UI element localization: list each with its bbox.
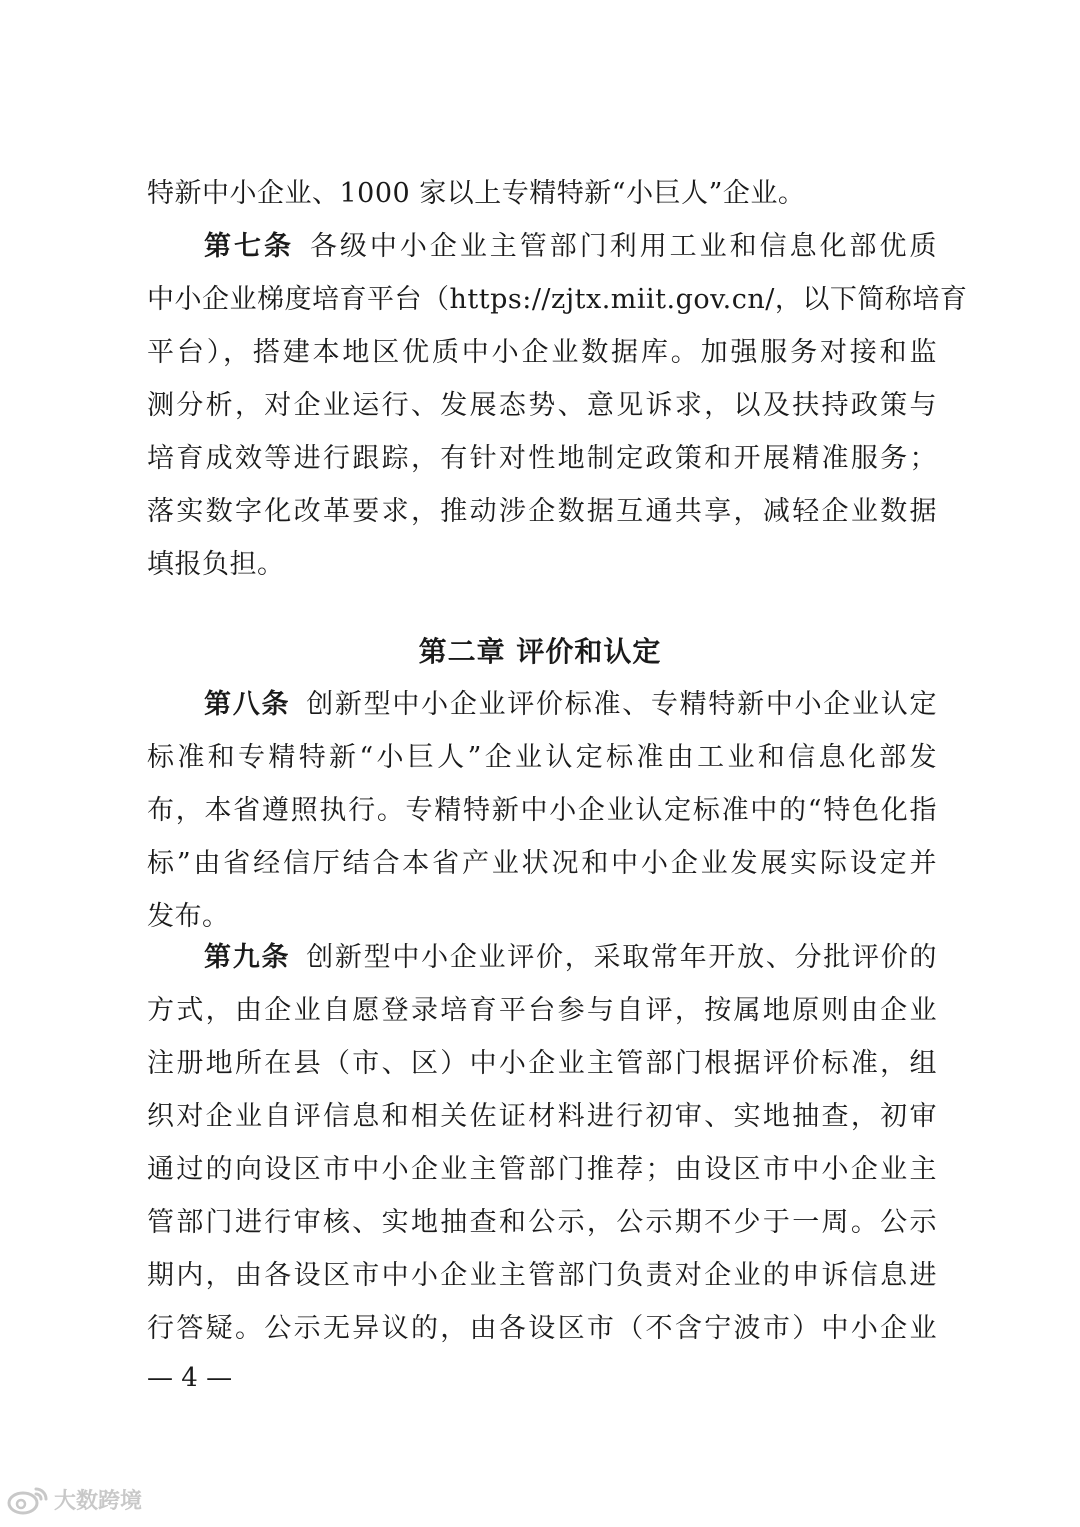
paragraph-line: 期内，由各设区市中小企业主管部门负责对企业的申诉信息进: [147, 1260, 937, 1291]
paragraph-line: 管部门进行审核、实地抽查和公示，公示期不少于一周。公示: [147, 1207, 937, 1238]
watermark-text: 大数跨境: [54, 1489, 143, 1514]
paragraph-line: 织对企业自评信息和相关佐证材料进行初审、实地抽查，初审: [147, 1101, 937, 1132]
article-label: 第九条: [204, 942, 291, 973]
article-9-heading-line: 第九条 创新型中小企业评价，采取常年开放、分批评价的: [204, 942, 937, 973]
paragraph-line: 行答疑。公示无异议的，由各设区市（不含宁波市）中小企业: [147, 1313, 937, 1344]
paragraph-line: 测分析，对企业运行、发展态势、意见诉求，以及扶持政策与: [147, 390, 937, 421]
paragraph-line: 填报负担。: [147, 549, 285, 580]
paragraph-line: 培育成效等进行跟踪，有针对性地制定政策和开展精准服务；: [147, 443, 937, 474]
paragraph-line: 中小企业梯度培育平台（https://zjtx.miit.gov.cn/，以下简称培育: [147, 284, 968, 315]
article-label: 第八条: [204, 689, 291, 720]
paragraph-line: 特新中小企业、1000 家以上专精特新“小巨人”企业。: [147, 178, 806, 209]
chapter-title: 第二章 评价和认定: [418, 635, 662, 668]
article-label: 第七条: [204, 231, 294, 262]
paragraph-line: 落实数字化改革要求，推动涉企数据互通共享，减轻企业数据: [147, 496, 937, 527]
article-8-heading-line: 第八条 创新型中小企业评价标准、专精特新中小企业认定: [204, 689, 937, 720]
paragraph-line: 布，本省遵照执行。专精特新中小企业认定标准中的“特色化指: [147, 795, 937, 826]
paragraph-line: 通过的向设区市中小企业主管部门推荐；由设区市中小企业主: [147, 1154, 937, 1185]
paragraph-line: 方式，由企业自愿登录培育平台参与自评，按属地原则由企业: [147, 995, 937, 1026]
weibo-logo-icon: [6, 1485, 50, 1515]
paragraph-line: 注册地所在县（市、区）中小企业主管部门根据评价标准，组: [147, 1048, 937, 1079]
paragraph-line: 发布。: [147, 901, 230, 932]
paragraph-line: 平台），搭建本地区优质中小企业数据库。加强服务对接和监: [147, 337, 937, 368]
page-number: — 4 —: [147, 1363, 233, 1393]
paragraph-line: 标准和专精特新“小巨人”企业认定标准由工业和信息化部发: [147, 742, 937, 773]
article-7-heading-line: 第七条 各级中小企业主管部门利用工业和信息化部优质: [204, 231, 938, 262]
watermark: [6, 1484, 142, 1515]
paragraph-line: 标”由省经信厅结合本省产业状况和中小企业发展实际设定并: [147, 848, 937, 879]
